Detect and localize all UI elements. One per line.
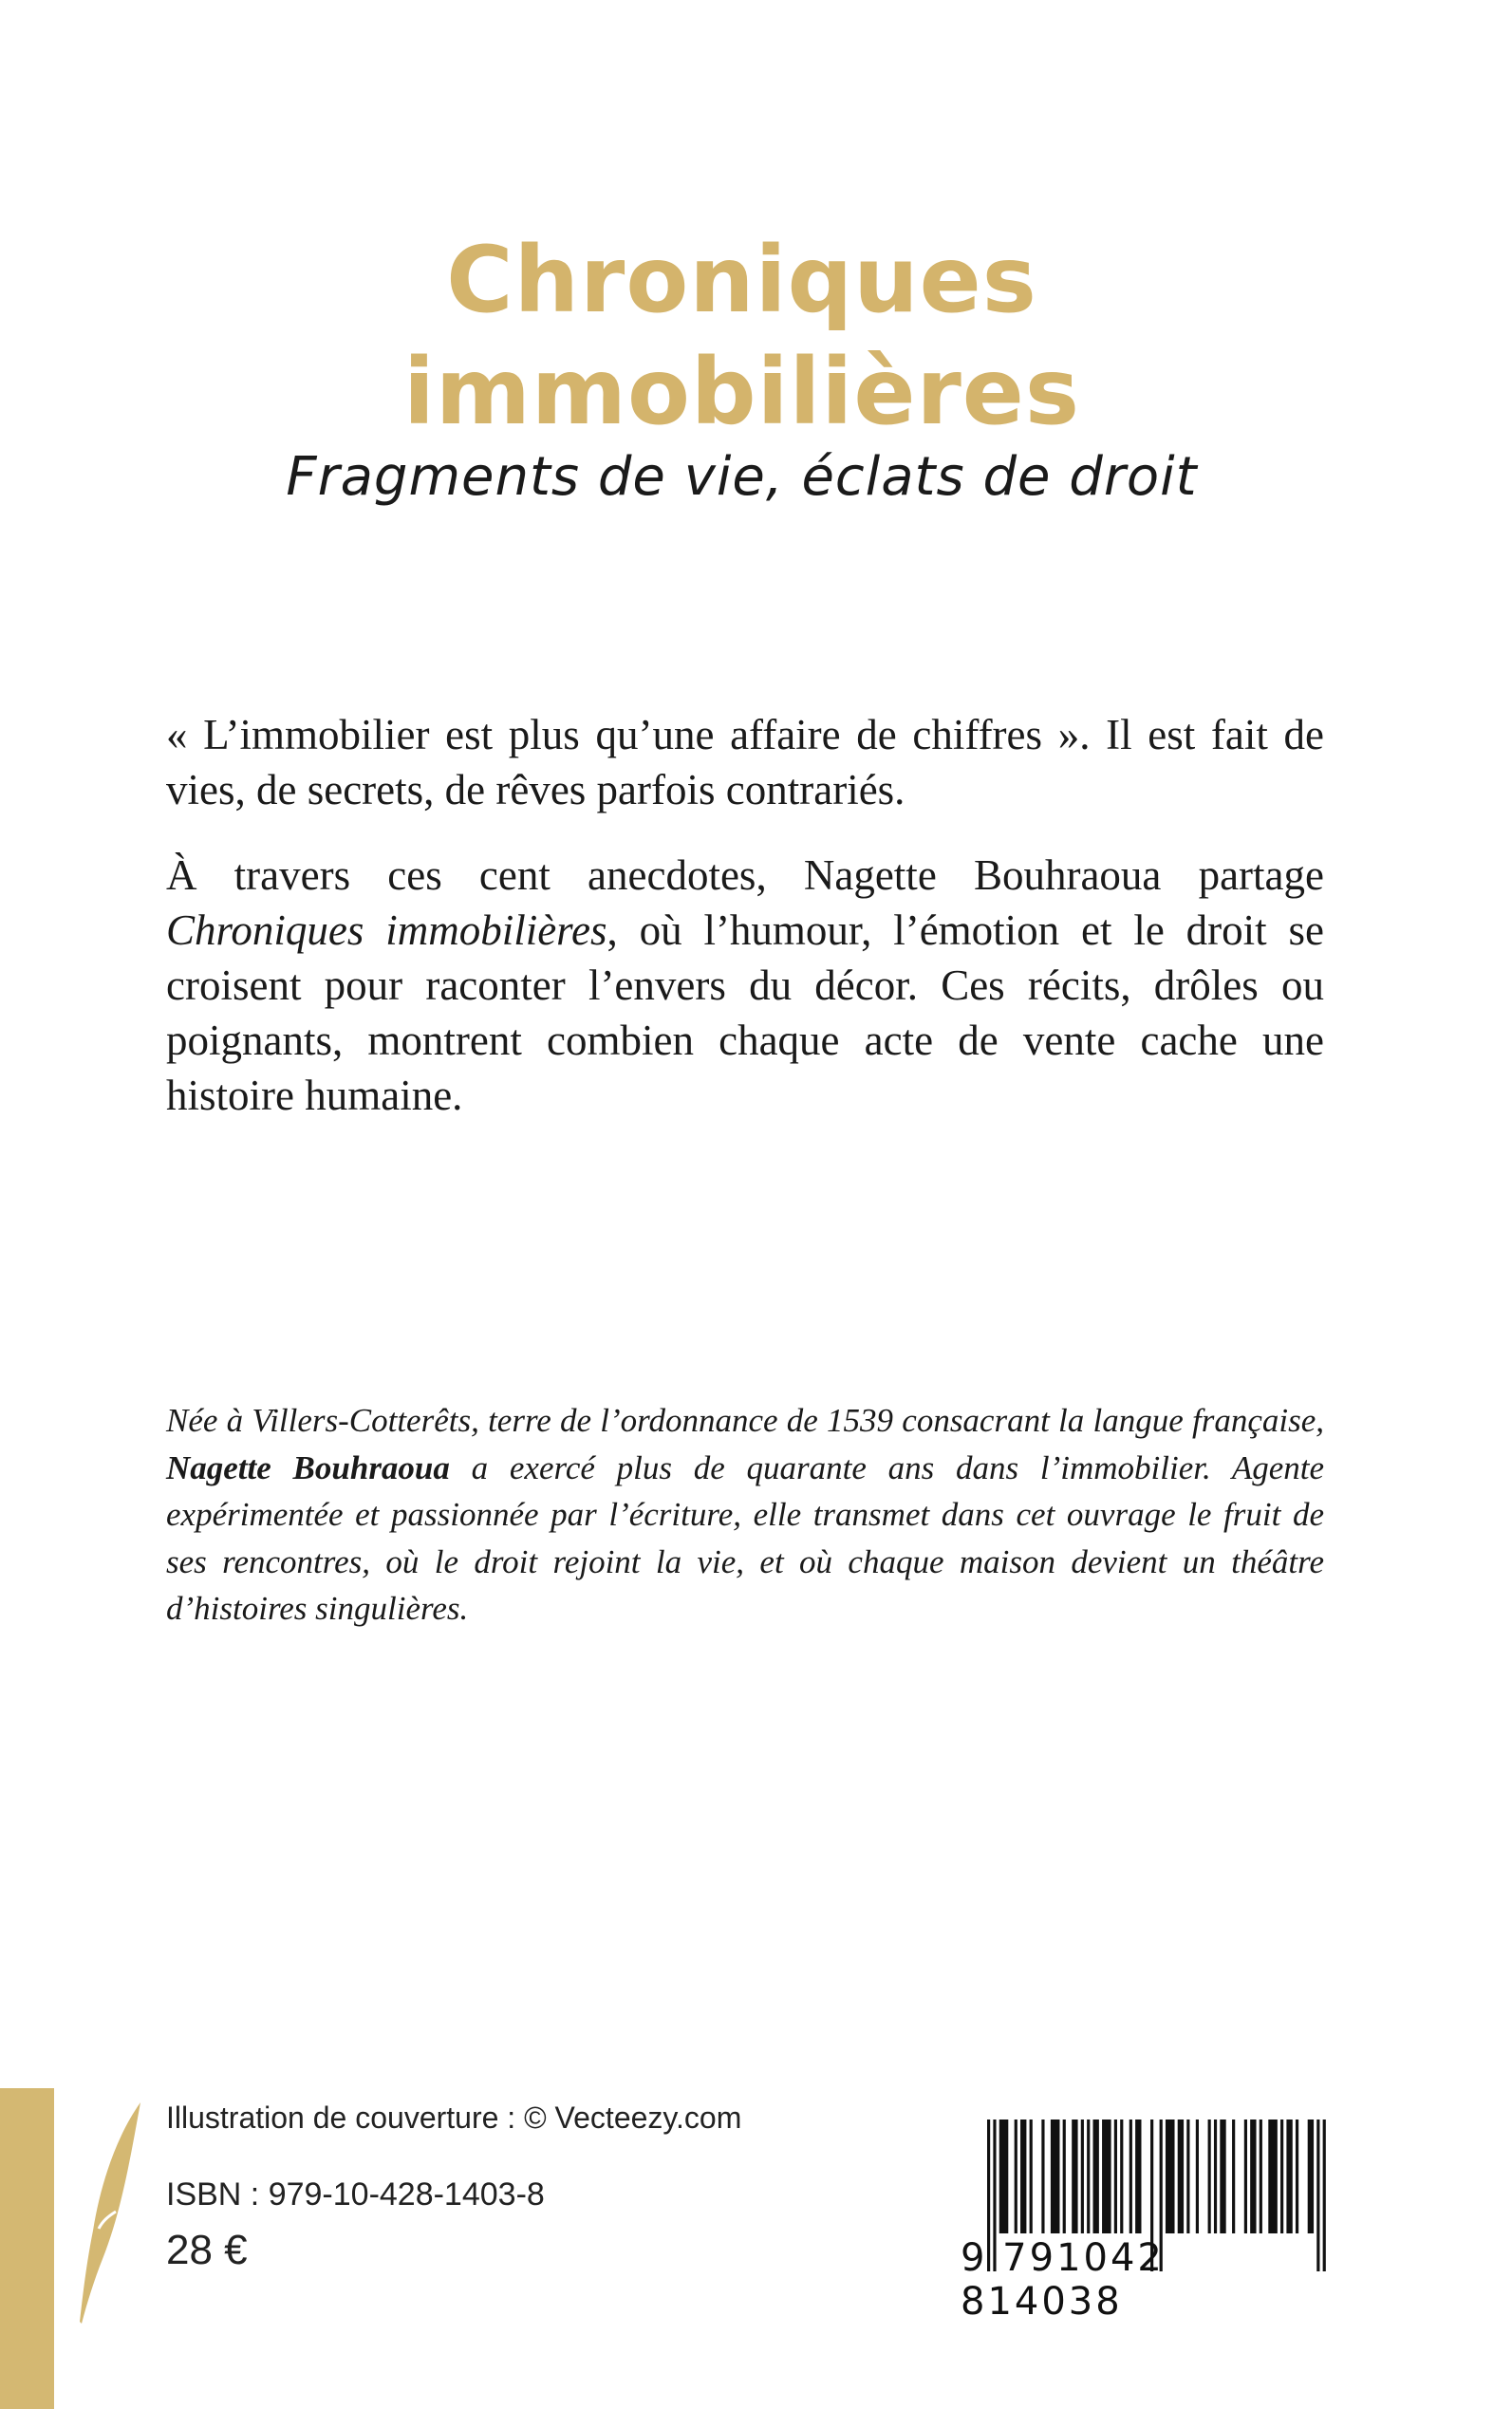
gold-side-bar: [0, 2088, 54, 2409]
barcode-bar: [1020, 2120, 1026, 2233]
barcode-bar: [1166, 2120, 1175, 2233]
barcode-bar: [1214, 2120, 1217, 2233]
blurb: [166, 707, 1324, 1153]
barcode-bar: [1220, 2120, 1225, 2233]
barcode-bar: [999, 2120, 1009, 2233]
bio-text: Née à Villers-Cotterêts, terre de l’ordonnance de 1539 consacrant la langue française,: [166, 1402, 1324, 1439]
barcode-bar: [1102, 2120, 1111, 2233]
barcode-bar: [1041, 2120, 1044, 2233]
bio-text: a exercé plus de quarante ans dans l’immobilier. Agente expérimentée et passionnée par l’écriture, elle transmet dans cet ouvrage le fruit de ses rencontres, où le droit rejoint la vie, et où chaque maison devient un théâtre d’histoires singulières.: [166, 1448, 1325, 1627]
barcode-bar: [1186, 2120, 1189, 2233]
blurb-book-title: Chroniques immobilières: [166, 906, 607, 954]
blurb-text: , où l’humour, l’émotion et le droit se croisent pour raconter l’envers du décor. Ces récits, drôles ou poignants, montrent combien chaque acte de vente cache une histoire humaine.: [166, 906, 1324, 1119]
price: 28 €: [166, 2227, 248, 2273]
barcode-bar: [1081, 2120, 1084, 2233]
title-line-2: immobilières: [402, 339, 1081, 445]
author-name: Nagette Bouhraoua: [166, 1448, 450, 1486]
barcode-bar: [1250, 2120, 1256, 2233]
barcode-bar: [1129, 2120, 1132, 2233]
barcode-digits: 9 791042 814038: [961, 2236, 1165, 2324]
barcode-bar: [1232, 2120, 1235, 2233]
isbn: ISBN : 979-10-428-1403-8: [166, 2176, 545, 2213]
barcode-bar: [1178, 2120, 1184, 2233]
barcode-bar: [1135, 2120, 1141, 2233]
cover-illustration-credit: Illustration de couverture : © Vecteezy.com: [166, 2101, 742, 2135]
blurb-text: À travers ces cent anecdotes, Nagette Bouhraoua partage: [166, 851, 1324, 899]
barcode-bar: [1087, 2120, 1090, 2233]
barcode-bar: [1120, 2120, 1123, 2233]
barcode-bar: [1244, 2120, 1247, 2233]
barcode-bar: [1072, 2120, 1077, 2233]
barcode-bar: [1030, 2120, 1033, 2233]
barcode-bar: [1196, 2120, 1199, 2233]
barcode-bar: [1114, 2120, 1117, 2233]
barcode-bar: [1015, 2120, 1017, 2233]
feather-icon: [74, 2098, 150, 2325]
barcode-bar: [1268, 2120, 1278, 2233]
barcode-bar: [1208, 2120, 1211, 2233]
book-subtitle: Fragments de vie, éclats de droit: [286, 446, 1198, 508]
barcode-bar: [1308, 2120, 1314, 2233]
barcode-bar: [1051, 2120, 1060, 2233]
barcode-bar: [1286, 2120, 1292, 2233]
barcode-bar: [1280, 2120, 1283, 2233]
title-line-1: Chroniques: [446, 227, 1037, 333]
barcode-bar: [1063, 2120, 1066, 2233]
author-bio: [166, 1397, 1324, 1633]
barcode-bar: [1296, 2120, 1298, 2233]
blurb-paragraph-1: « L’immobilier est plus qu’une affaire de chiffres ». Il est fait de vies, de secrets, de rêves parfois contrariés.: [166, 711, 1324, 813]
book-title: [0, 224, 1484, 448]
blurb-paragraph-2: [166, 848, 1324, 1123]
barcode-bar: [1260, 2120, 1262, 2233]
barcode-bar: [1093, 2120, 1099, 2233]
